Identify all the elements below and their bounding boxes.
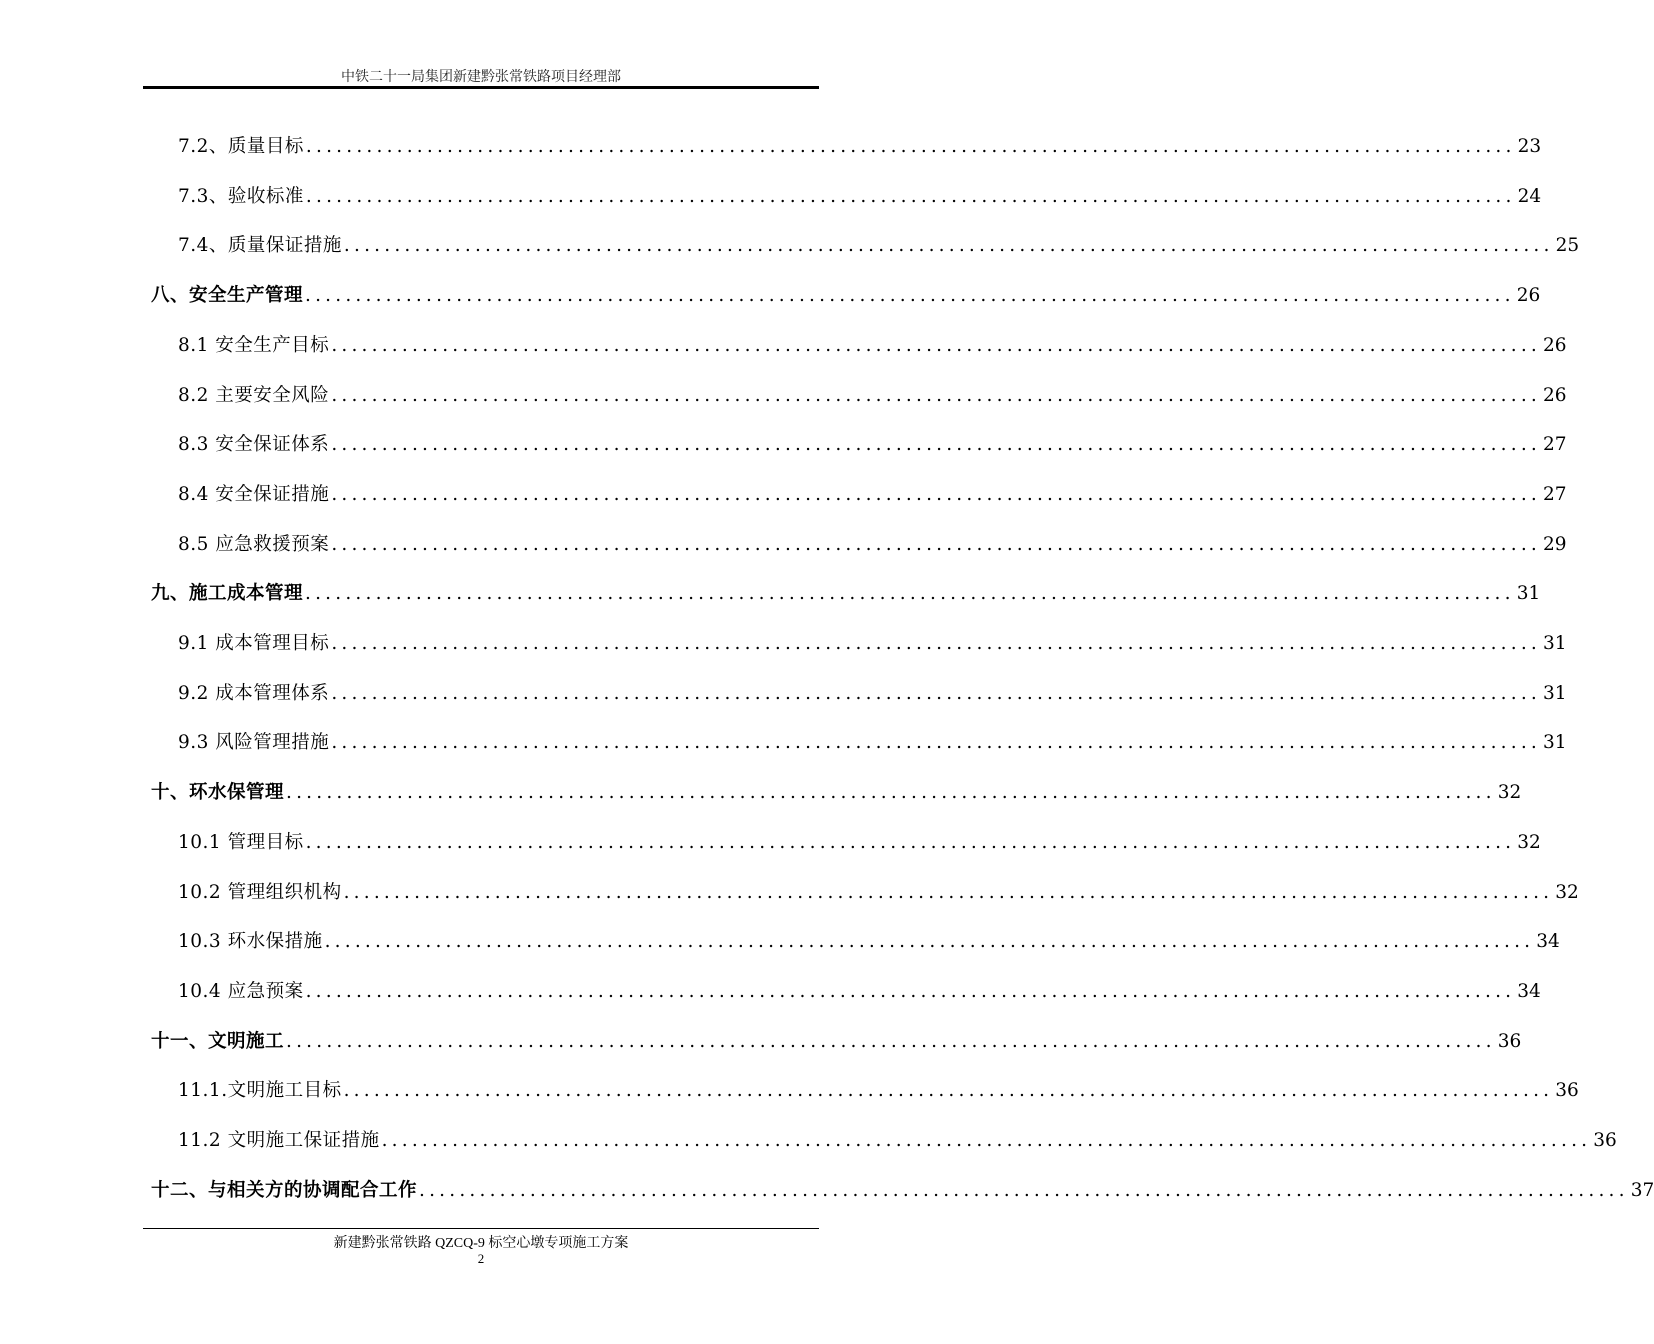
toc-entry-label: 十、环水保管理	[151, 782, 285, 803]
toc-entry-page: 36	[1593, 1130, 1617, 1151]
toc-dot-leader: ........................................................................................................................	[286, 1031, 1496, 1052]
toc-section-entry[interactable]	[178, 1128, 1617, 1154]
toc-dot-leader: ........................................................................................................................	[331, 683, 1541, 704]
toc-dot-leader: ........................................................................................................................	[331, 434, 1541, 455]
toc-section-entry[interactable]	[178, 383, 1567, 409]
toc-chapter-entry[interactable]	[151, 1178, 1654, 1204]
toc-entry-page: 32	[1497, 782, 1522, 803]
toc-chapter-entry[interactable]	[151, 1029, 1522, 1055]
footer-rule	[143, 1228, 819, 1229]
page-number: 2	[477, 1251, 485, 1266]
toc-section-entry[interactable]	[178, 631, 1567, 657]
toc-dot-leader: ........................................................................................................................	[324, 931, 1535, 952]
toc-dot-leader: ........................................................................................................................	[305, 832, 1516, 853]
toc-section-entry[interactable]	[178, 432, 1567, 458]
toc-entry-label: 7.3、验收标准	[178, 186, 304, 207]
toc-entry-label: 9.2 成本管理体系	[178, 683, 330, 704]
toc-entry-page: 26	[1516, 285, 1541, 306]
toc-entry-page: 25	[1555, 235, 1580, 256]
toc-entry-label: 9.1 成本管理目标	[178, 633, 330, 654]
toc-dot-leader: ........................................................................................................................	[331, 534, 1541, 555]
toc-dot-leader: ........................................................................................................................	[305, 186, 1516, 207]
toc-entry-label: 十一、文明施工	[151, 1031, 285, 1052]
toc-section-entry[interactable]	[178, 134, 1542, 160]
toc-entry-page: 26	[1543, 385, 1567, 406]
toc-entry-page: 27	[1543, 484, 1567, 505]
toc-entry-page: 24	[1517, 186, 1542, 207]
toc-section-entry[interactable]	[178, 333, 1567, 359]
toc-dot-leader: ........................................................................................................................	[305, 136, 1516, 157]
page-header: 中铁二十一局集团新建黔张常铁路项目经理部	[341, 70, 621, 85]
toc-entry-label: 八、安全生产管理	[151, 285, 304, 306]
toc-dot-leader: ........................................................................................................................	[343, 1080, 1554, 1101]
toc-entry-label: 11.1.文明施工目标	[178, 1080, 342, 1101]
toc-entry-page: 31	[1543, 732, 1567, 753]
toc-entry-label: 8.4 安全保证措施	[178, 484, 330, 505]
toc-entry-page: 37	[1630, 1180, 1654, 1201]
toc-section-entry[interactable]	[178, 730, 1567, 756]
toc-entry-page: 23	[1517, 136, 1542, 157]
toc-section-entry[interactable]	[178, 880, 1579, 906]
header-rule	[143, 86, 819, 89]
toc-entry-label: 7.4、质量保证措施	[178, 235, 342, 256]
toc-dot-leader: ........................................................................................................................	[331, 633, 1541, 654]
toc-entry-page: 36	[1497, 1031, 1522, 1052]
toc-dot-leader: ........................................................................................................................	[331, 335, 1541, 356]
toc-entry-page: 26	[1543, 335, 1567, 356]
page-footer: 新建黔张常铁路 QZCQ-9 标空心墩专项施工方案	[333, 1236, 629, 1251]
toc-dot-leader: ........................................................................................................................	[331, 484, 1541, 505]
toc-entry-page: 36	[1555, 1080, 1579, 1101]
toc-entry-page: 31	[1543, 683, 1567, 704]
toc-entry-label: 10.1 管理目标	[178, 832, 304, 853]
toc-entry-page: 29	[1543, 534, 1567, 555]
toc-entry-page: 27	[1543, 434, 1567, 455]
toc-entry-page: 31	[1516, 583, 1541, 604]
toc-section-entry[interactable]	[178, 184, 1542, 210]
toc-entry-label: 10.4 应急预案	[178, 981, 304, 1002]
toc-entry-label: 7.2、质量目标	[178, 136, 304, 157]
toc-chapter-entry[interactable]	[151, 780, 1522, 806]
toc-dot-leader: ........................................................................................................................	[343, 235, 1554, 256]
toc-dot-leader: ........................................................................................................................	[381, 1130, 1592, 1151]
toc-section-entry[interactable]	[178, 532, 1567, 558]
toc-entry-page: 34	[1517, 981, 1541, 1002]
toc-section-entry[interactable]	[178, 233, 1580, 259]
toc-dot-leader: ........................................................................................................................	[343, 882, 1554, 903]
toc-entry-label: 8.3 安全保证体系	[178, 434, 330, 455]
toc-dot-leader: ........................................................................................................................	[305, 981, 1516, 1002]
toc-chapter-entry[interactable]	[151, 283, 1541, 309]
toc-entry-label: 九、施工成本管理	[151, 583, 304, 604]
toc-dot-leader: ........................................................................................................................	[419, 1180, 1629, 1201]
toc-section-entry[interactable]	[178, 482, 1567, 508]
toc-entry-label: 9.3 风险管理措施	[178, 732, 330, 753]
toc-entry-label: 8.1 安全生产目标	[178, 335, 330, 356]
toc-dot-leader: ........................................................................................................................	[305, 583, 1515, 604]
toc-section-entry[interactable]	[178, 979, 1541, 1005]
toc-section-entry[interactable]	[178, 830, 1541, 856]
toc-entry-label: 十二、与相关方的协调配合工作	[151, 1180, 418, 1201]
toc-section-entry[interactable]	[178, 1078, 1579, 1104]
toc-dot-leader: ........................................................................................................................	[331, 385, 1541, 406]
toc-entry-label: 8.2 主要安全风险	[178, 385, 330, 406]
toc-entry-label: 11.2 文明施工保证措施	[178, 1130, 380, 1151]
toc-dot-leader: ........................................................................................................................	[305, 285, 1515, 306]
toc-section-entry[interactable]	[178, 929, 1560, 955]
toc-entry-label: 10.3 环水保措施	[178, 931, 323, 952]
toc-chapter-entry[interactable]	[151, 581, 1541, 607]
toc-entry-page: 32	[1555, 882, 1579, 903]
toc-section-entry[interactable]	[178, 681, 1567, 707]
toc-entry-page: 32	[1517, 832, 1541, 853]
toc-entry-label: 8.5 应急救援预案	[178, 534, 330, 555]
toc-entry-label: 10.2 管理组织机构	[178, 882, 342, 903]
toc-entry-page: 34	[1536, 931, 1560, 952]
toc-entry-page: 31	[1543, 633, 1567, 654]
toc-dot-leader: ........................................................................................................................	[286, 782, 1496, 803]
toc-dot-leader: ........................................................................................................................	[331, 732, 1541, 753]
